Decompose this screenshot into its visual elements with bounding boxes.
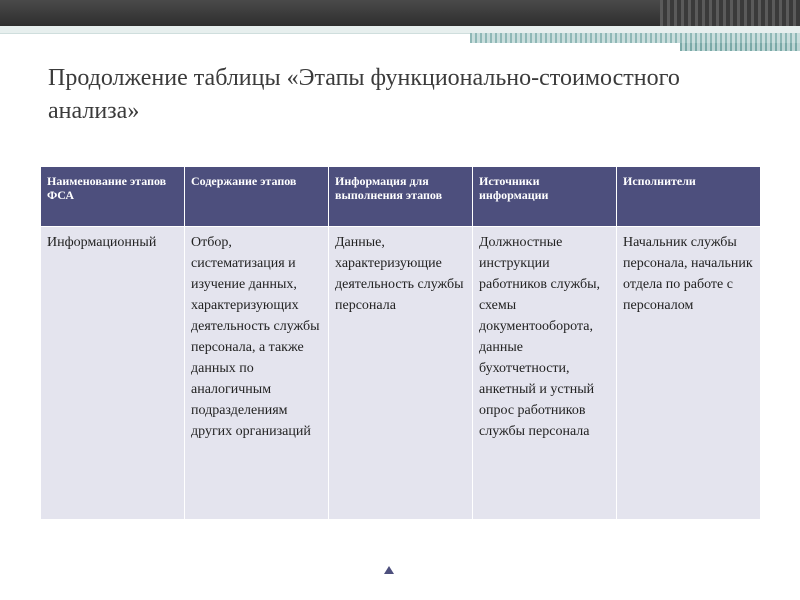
header-info-sources: Источники информации bbox=[473, 167, 617, 227]
cell-stage-name: Информационный bbox=[41, 227, 185, 520]
accent-stripe-texture bbox=[470, 33, 800, 43]
table-header-row bbox=[41, 167, 761, 227]
header-stage-content: Содержание этапов bbox=[185, 167, 329, 227]
cell-info-sources: Должностные инструкции работников службы, схемы документооборота, данные бухотчетности, анкетный и устный опрос работников службы персонала bbox=[473, 227, 617, 520]
triangle-marker-icon bbox=[384, 566, 394, 574]
cell-executors: Начальник службы персонала, начальник отдела по работе с персоналом bbox=[617, 227, 761, 520]
top-bar-texture bbox=[660, 0, 800, 26]
slide-title: Продолжение таблицы «Этапы функционально-стоимостного анализа» bbox=[48, 65, 680, 124]
header-stage-info: Информация для выполнения этапов bbox=[329, 167, 473, 227]
header-executors: Исполнители bbox=[617, 167, 761, 227]
header-stage-name: Наименование этапов ФСА bbox=[41, 167, 185, 227]
cell-stage-info: Данные, характеризующие деятельность службы персонала bbox=[329, 227, 473, 520]
cell-stage-content: Отбор, систематизация и изучение данных, характеризующих деятельность службы персонала, а также данных по аналогичным подразделениям других организаций bbox=[185, 227, 329, 520]
fsa-stages-table bbox=[40, 166, 761, 520]
table-row bbox=[41, 227, 761, 520]
accent-stripe-texture-2 bbox=[680, 43, 800, 51]
